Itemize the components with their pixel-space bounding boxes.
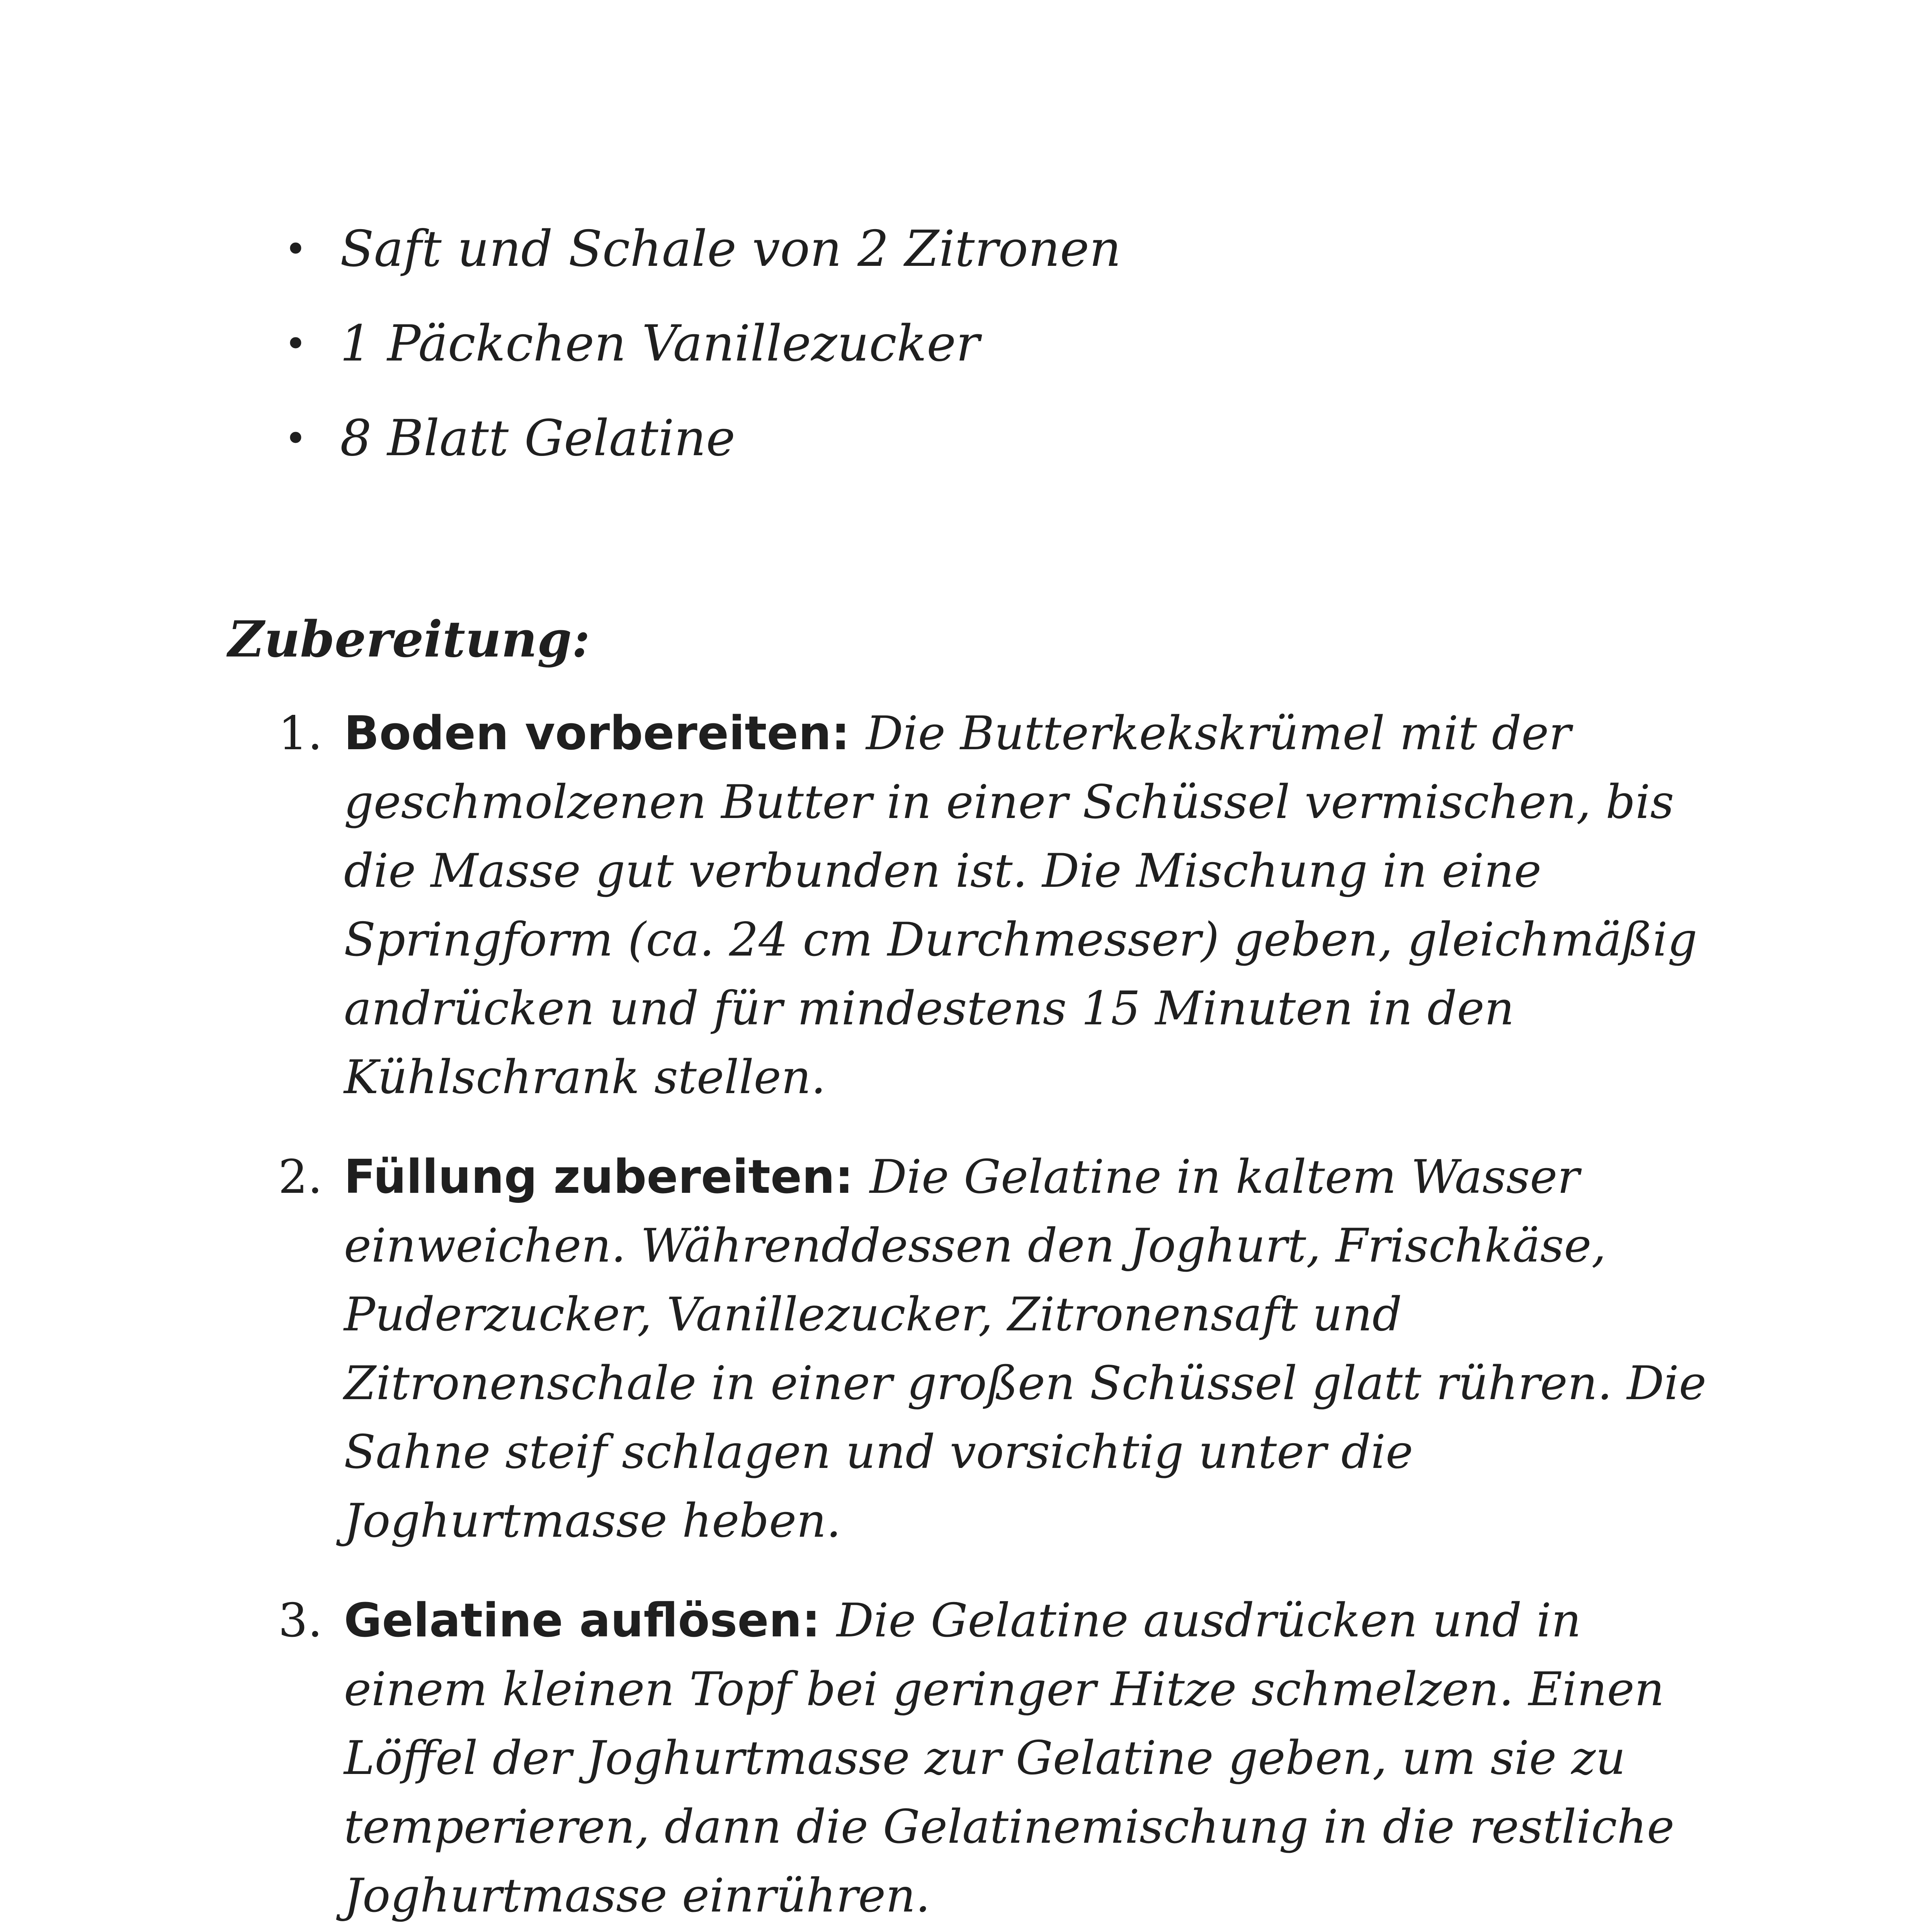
step-title: Füllung zubereiten: (344, 1150, 870, 1204)
step-text: Die Gelatine ausdrücken und in einem kleinen Topf bei geringer Hitze schmelzen. Einen Löffel der Joghurtmasse zur Gelatine geben, um sie zu temperieren, dann die Gelatinemischung in die restliche Joghurtmasse einrühren. (344, 1594, 1675, 1923)
step-item (278, 699, 1712, 1112)
ingredient-item (278, 311, 1785, 377)
step-text: Die Gelatine in kaltem Wasser einweichen. Währenddessen den Joghurt, Frischkäse, Puderzucker, Vanillezucker, Zitronensaft und Zitronenschale in einer großen Schüssel glatt rühren. Die Sahne steif schlagen und vorsichtig unter die Joghurtmasse heben. (344, 1150, 1706, 1548)
bullet-icon: • (284, 226, 307, 272)
ingredient-text: Saft und Schale von 2 Zitronen (340, 220, 1121, 278)
ingredient-text: 8 Blatt Gelatine (340, 410, 735, 467)
step-number: 3. (278, 1594, 323, 1648)
step-title: Gelatine auflösen: (344, 1594, 837, 1648)
bullet-icon: • (284, 416, 307, 461)
preparation-heading: Zubereitung: (228, 611, 590, 668)
ingredient-item (278, 406, 1785, 471)
step-text: Die Butterkekskrümel mit der geschmolzenen Butter in einer Schüssel vermischen, bis die Masse gut verbunden ist. Die Mischung in eine Springform (ca. 24 cm Durchmesser) geben, gleichmäßig andrücken und für mindestens 15 Minuten in den Kühlschrank stellen. (344, 707, 1698, 1104)
step-number: 2. (278, 1150, 323, 1204)
step-number: 1. (278, 707, 323, 760)
ingredient-item (278, 216, 1785, 282)
step-title: Boden vorbereiten: (344, 707, 866, 760)
ingredient-list (278, 216, 1785, 500)
step-item (278, 1143, 1712, 1556)
ingredient-text: 1 Päckchen Vanillezucker (340, 315, 980, 372)
preparation-steps (278, 699, 1712, 1932)
bullet-icon: • (284, 321, 307, 366)
step-item (278, 1587, 1712, 1930)
